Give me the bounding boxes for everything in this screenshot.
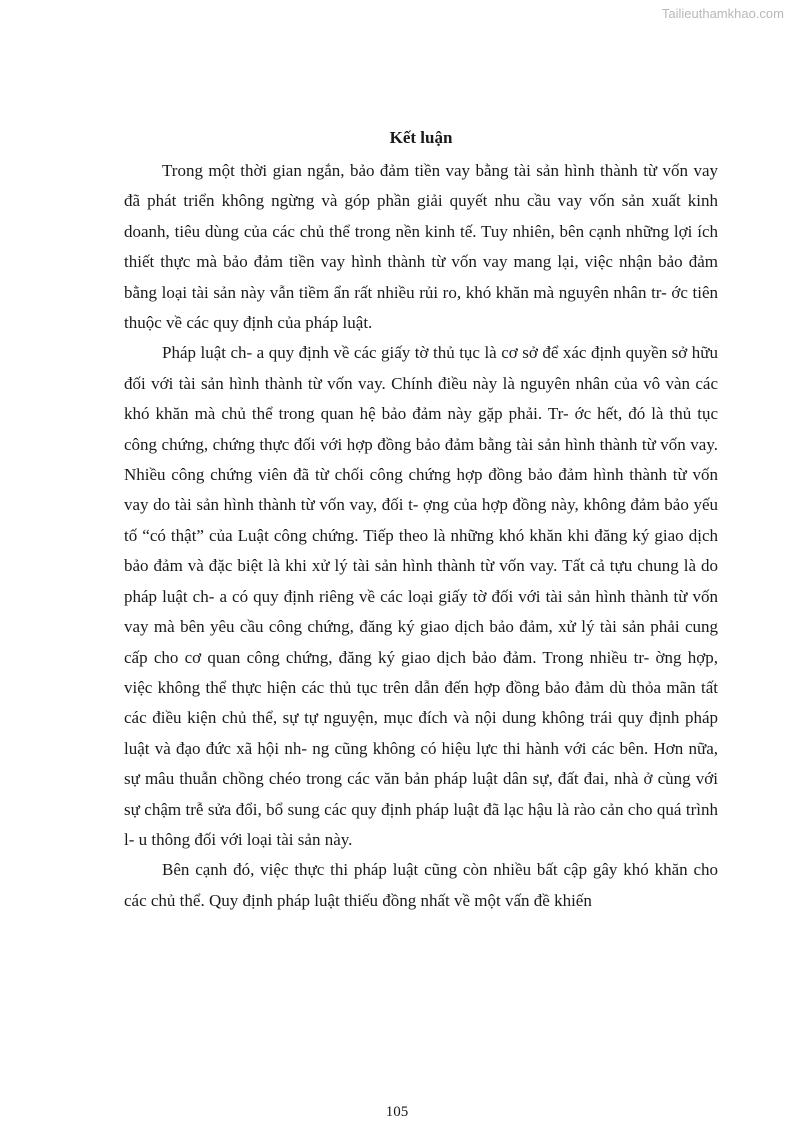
page-title: Kết luận: [389, 128, 453, 147]
paragraph-3: Bên cạnh đó, việc thực thi pháp luật cũng còn nhiều bất cập gây khó khăn cho các chủ thể. Quy định pháp luật thiếu đồng nhất về một vấn đề khiến: [124, 860, 718, 910]
document-body: [124, 126, 718, 916]
watermark: Tailieuthamkhao.com: [661, 6, 784, 21]
paragraph-1: Trong một thời gian ngắn, bảo đảm tiền vay bằng tài sản hình thành từ vốn vay đã phát triển không ngừng và góp phần giải quyết nhu cầu vay vốn sản xuất kinh doanh, tiêu dùng của các chủ thể trong nền kinh tế. Tuy nhiên, bên cạnh những lợi ích thiết thực mà bảo đảm tiền vay hình thành từ vốn vay mang lại, việc nhận bảo đảm bằng loại tài sản này vẫn tiềm ẩn rất nhiều rủi ro, khó khăn mà nguyên nhân tr- ớc tiên thuộc về các quy định của pháp luật.: [124, 161, 718, 333]
page-number: 105: [385, 1104, 409, 1120]
paragraph-2: Pháp luật ch- a quy định về các giấy tờ thủ tục là cơ sở để xác định quyền sở hữu đối với tài sản hình thành từ vốn vay. Chính điều này là nguyên nhân của vô vàn các khó khăn mà chủ thể trong quan hệ bảo đảm này gặp phải. Tr- ớc hết, đó là thủ tục công chứng, chứng thực đối với hợp đồng bảo đảm bằng tài sản hình thành từ vốn vay. Nhiều công chứng viên đã từ chối công chứng hợp đồng bảo đảm hình thành từ vốn vay do tài sản hình thành từ vốn vay, đối t- ợng của hợp đồng này, không đảm bảo yếu tố “có thật” của Luật công chứng. Tiếp theo là những khó khăn khi đăng ký giao dịch bảo đảm và đặc biệt là khi xử lý tài sản hình thành từ vốn vay. Tất cả tựu chung là do pháp luật ch- a có quy định riêng về các loại giấy tờ đối với tài sản hình thành từ vốn vay mà bên yêu cầu công chứng, đăng ký giao dịch bảo đảm, xử lý tài sản phải cung cấp cho cơ quan công chứng, đăng ký giao dịch bảo đảm. Trong nhiều tr- ờng hợp, việc không thể thực hiện các thủ tục trên dẫn đến hợp đồng bảo đảm dù thỏa mãn tất các điều kiện chủ thể, sự tự nguyện, mục đích và nội dung không trái quy định pháp luật và đạo đức xã hội nh- ng cũng không có hiệu lực thi hành với các bên. Hơn nữa, sự mâu thuẫn chồng chéo trong các văn bản pháp luật dân sự, đất đai, nhà ở cùng với sự chậm trễ sửa đổi, bổ sung các quy định pháp luật đã lạc hậu là rào cản cho quá trình l- u thông đối với loại tài sản này.: [124, 343, 718, 849]
